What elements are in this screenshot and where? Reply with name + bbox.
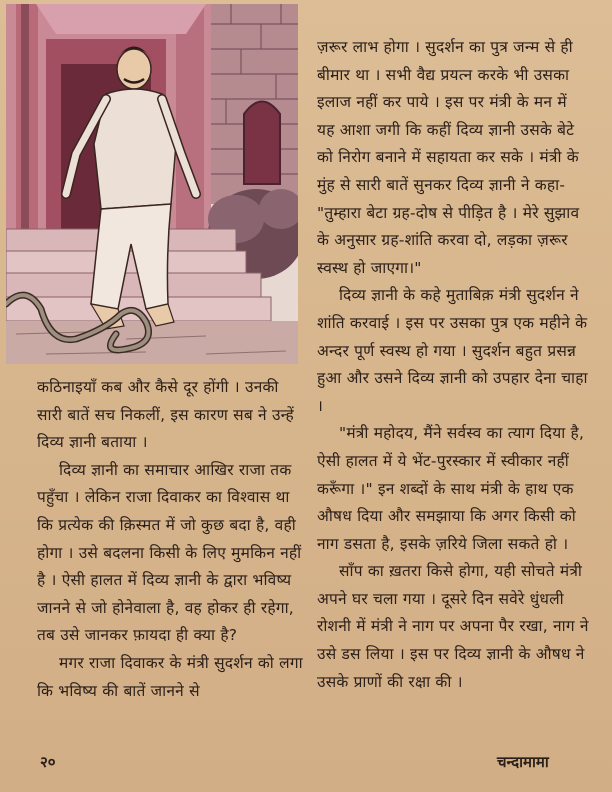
paragraph: साँप का ख़तरा किसे होगा, यही सोचते मंत्री अपने घर चला गया । दूसरे दिन सवेरे धुंधली रोशनी में मंत्री ने नाग पर अपना पैर रखा, नाग ने उसे डस लिया । इस पर दिव्य ज्ञानी के औषध ने उसके प्राणों की रक्षा की । <box>317 562 589 691</box>
paragraph: दिव्य ज्ञानी के कहे मुताबिक़ मंत्री सुदर्शन ने शांति करवाई । इस पर उसका पुत्र एक महीने के अन्दर पूर्ण स्वस्थ हो गया । सुदर्शन बहुत प्रसन्न हुआ और उसने दिव्य ज्ञानी को उपहार देना चाहा । <box>317 286 588 415</box>
magazine-name: चन्दामामा <box>497 753 549 771</box>
paragraph: कठिनाइयाँ कब और कैसे दूर होंगी । उनकी सारी बातें सच निकलीं, इस कारण सब ने उन्हें दिव्य ज्ञानी बताया । <box>37 378 294 452</box>
left-text-column <box>37 374 305 705</box>
paragraph: मगर राजा दिवाकर के मंत्री सुदर्शन को लगा कि भविष्य की बातें जानने से <box>37 653 303 700</box>
right-text-column <box>317 34 589 696</box>
paragraph: "मंत्री महोदय, मैंने सर्वस्व का त्याग दिया है, ऐसी हालत में ये भेंट-पुरस्कार में स्वीकार नहीं करूँगा ।" इन शब्दों के साथ मंत्री के हाथ एक औषध दिया और समझाया कि अगर किसी को नाग डसता है, इसके ज़रिये जिला सकते हो । <box>317 424 585 553</box>
paragraph: दिव्य ज्ञानी का समाचार आखिर राजा तक पहुँचा । लेकिन राजा दिवाकर का विश्वास था कि प्रत्येक की क़िस्मत में जो कुछ बदा है, वही होगा । उसे बदलना किसी के लिए मुमकिन नहीं है । ऐसी हालत में दिव्य ज्ञानी के द्वारा भविष्य जानने से जो होनेवाला है, वह होकर ही रहेगा, तब उसे जानकर फ़ायदा ही क्या है? <box>37 460 302 645</box>
story-illustration <box>6 4 298 364</box>
page-number: २० <box>40 753 56 771</box>
paragraph: ज़रूर लाभ होगा । सुदर्शन का पुत्र जन्म से ही बीमार था । सभी वैद्य प्रयत्न करके भी उसका इलाज नहीं कर पाये । इस पर मंत्री के मन में यह आशा जगी कि कहीं दिव्य ज्ञानी उसके बेटे को निरोग बनाने में सहायता कर सके । मंत्री के मुंह से सारी बातें सुनकर दिव्य ज्ञानी ने कहा-"तुम्हारा बेटा ग्रह-दोष से पीड़ित है । मेरे सुझाव के अनुसार ग्रह-शांति करवा दो, लड़का ज़रूर स्वस्थ हो जाएगा।" <box>317 38 580 277</box>
